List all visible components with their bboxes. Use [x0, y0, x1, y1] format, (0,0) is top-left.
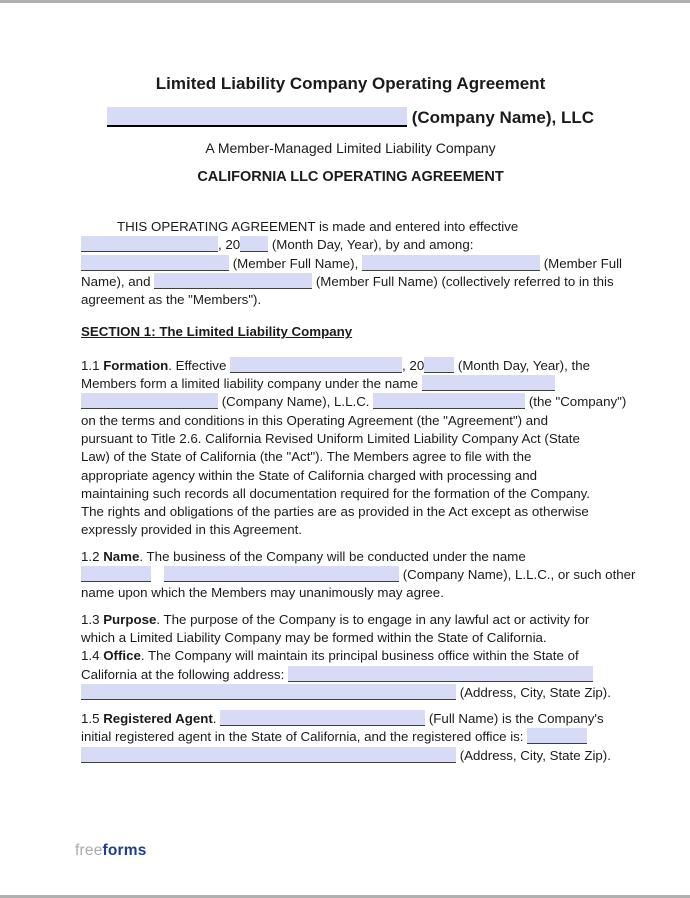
formation-company-alt-field[interactable]	[373, 393, 525, 409]
text-line	[81, 611, 620, 629]
effective-year-field[interactable]	[240, 236, 268, 252]
text-line	[81, 412, 620, 430]
clause-text: which a Limited Liability Company may be formed within the State of California.	[81, 629, 547, 645]
member-2-name-field[interactable]	[362, 255, 540, 271]
text-line	[81, 291, 620, 309]
clause-text: . The purpose of the Company is to engage in any lawful act or activity for	[156, 611, 590, 627]
business-name-field-b[interactable]	[164, 566, 399, 582]
section-1-heading: SECTION 1: The Limited Liability Company	[81, 324, 353, 340]
clause-text: Members form a limited liability company under the name	[81, 376, 422, 392]
clause-number: 1.3	[81, 611, 104, 627]
clause-number: 1.5	[81, 711, 104, 727]
logo-text-forms: forms	[102, 842, 147, 859]
agent-full-name-field[interactable]	[220, 710, 425, 726]
clause-number: 1.4	[81, 648, 104, 664]
effective-date-field[interactable]	[81, 236, 218, 252]
clause-label: Purpose	[103, 611, 157, 627]
clause-text: initial registered agent in the State of California, and the registered office is:	[81, 729, 528, 745]
text-line	[81, 255, 623, 273]
clause-name	[81, 548, 636, 603]
text-line	[81, 728, 620, 746]
office-address-field-a[interactable]	[288, 666, 593, 682]
clause-label: Name	[103, 548, 140, 564]
clause-text: name upon which the Members may unanimously may agree.	[81, 585, 444, 601]
clause-text: , 20	[402, 357, 425, 373]
company-name-suffix: (Company Name), LLC	[406, 108, 595, 127]
clause-text: maintaining such records all documentation required for the formation of the Company.	[81, 485, 591, 501]
clause-registered-agent	[81, 710, 620, 765]
clause-text: (Address, City, State Zip).	[456, 747, 611, 763]
intro-text: THIS OPERATING AGREEMENT is made and entered into effective	[117, 219, 519, 234]
clause-label: Office	[103, 648, 141, 664]
clause-text: appropriate agency within the State of California charged with processing and	[81, 467, 538, 483]
clause-label: Formation	[103, 357, 169, 373]
clause-text: California at the following address:	[81, 666, 288, 682]
text-line	[81, 375, 620, 393]
text-line	[81, 684, 620, 702]
text-line	[81, 647, 620, 665]
page-top-edge	[0, 0, 690, 3]
clause-number: 1.1	[81, 357, 104, 373]
formation-year-field[interactable]	[424, 357, 454, 373]
clause-label: Registered Agent	[103, 711, 213, 727]
text-line	[81, 357, 620, 375]
text-line	[81, 467, 620, 485]
text-line	[81, 218, 620, 236]
office-address-field-b[interactable]	[81, 684, 456, 700]
state-heading: CALIFORNIA LLC OPERATING AGREEMENT	[197, 169, 504, 185]
text-line	[81, 448, 620, 466]
text-line	[81, 503, 620, 521]
clause-text: (the "Company")	[525, 394, 627, 410]
clause-text: expressly provided in this Agreement.	[81, 522, 302, 538]
text-line	[81, 566, 636, 584]
text-line	[81, 521, 620, 539]
document-subtitle: A Member-Managed Limited Liability Company	[205, 140, 496, 156]
company-name-field[interactable]	[107, 107, 407, 127]
intro-text: (Member Full	[540, 255, 623, 271]
text-line	[81, 710, 620, 728]
clause-text: . The business of the Company will be conducted under the name	[139, 548, 526, 564]
formation-date-field[interactable]	[230, 357, 402, 373]
logo-text-free: free	[75, 842, 103, 859]
text-line	[81, 430, 620, 448]
text-line	[81, 666, 620, 684]
text-line	[81, 747, 620, 765]
clause-purpose-office	[81, 611, 620, 702]
registered-office-field-a[interactable]	[527, 728, 587, 744]
clause-text: (Company Name), L.L.C.	[218, 394, 374, 410]
clause-text: The rights and obligations of the parties are as provided in the Act except as otherwise	[81, 504, 589, 520]
intro-text: , 20	[218, 237, 241, 253]
clause-text: . Effective	[168, 357, 231, 373]
intro-text: (Member Full Name) (collectively referred to in this	[312, 273, 614, 289]
text-line	[81, 485, 620, 503]
clause-text: . The Company will maintain its principal business office within the State of	[140, 648, 579, 664]
document-title: Limited Liability Company Operating Agreement	[155, 74, 546, 93]
registered-office-field-b[interactable]	[81, 747, 456, 763]
clause-text: pursuant to Title 2.6. California Revised Uniform Limited Liability Company Act (State	[81, 430, 580, 446]
clause-text: (Full Name) is the Company's	[425, 711, 604, 727]
freeforms-logo	[75, 842, 147, 860]
clause-text: .	[212, 711, 221, 727]
text-line	[81, 584, 620, 602]
member-3-name-field[interactable]	[154, 273, 312, 289]
company-name-line	[81, 107, 620, 128]
clause-text: on the terms and conditions in this Operating Agreement (the "Agreement") and	[81, 412, 548, 428]
clause-formation	[81, 357, 627, 540]
text-line	[81, 273, 620, 291]
business-name-field-a[interactable]	[81, 566, 151, 582]
intro-text: Name), and	[81, 273, 155, 289]
text-line	[81, 629, 620, 647]
text-line	[81, 393, 627, 411]
intro-paragraph	[81, 218, 623, 309]
intro-text: agreement as the "Members").	[81, 292, 262, 308]
clause-text: Law) of the State of California (the "Act"). The Members agree to file with the	[81, 449, 532, 465]
text-line	[81, 236, 620, 254]
intro-text: (Member Full Name),	[229, 255, 362, 271]
clause-text: (Month Day, Year), the	[454, 357, 590, 373]
member-1-name-field[interactable]	[81, 255, 229, 271]
formation-company-name-field-a[interactable]	[422, 375, 555, 391]
text-line	[81, 548, 620, 566]
clause-text: (Company Name), L.L.C., or such other	[399, 567, 636, 583]
formation-company-name-field-b[interactable]	[81, 393, 218, 409]
intro-text: (Month Day, Year), by and among:	[268, 237, 474, 253]
clause-text: (Address, City, State Zip).	[456, 684, 611, 700]
clause-number: 1.2	[81, 548, 104, 564]
